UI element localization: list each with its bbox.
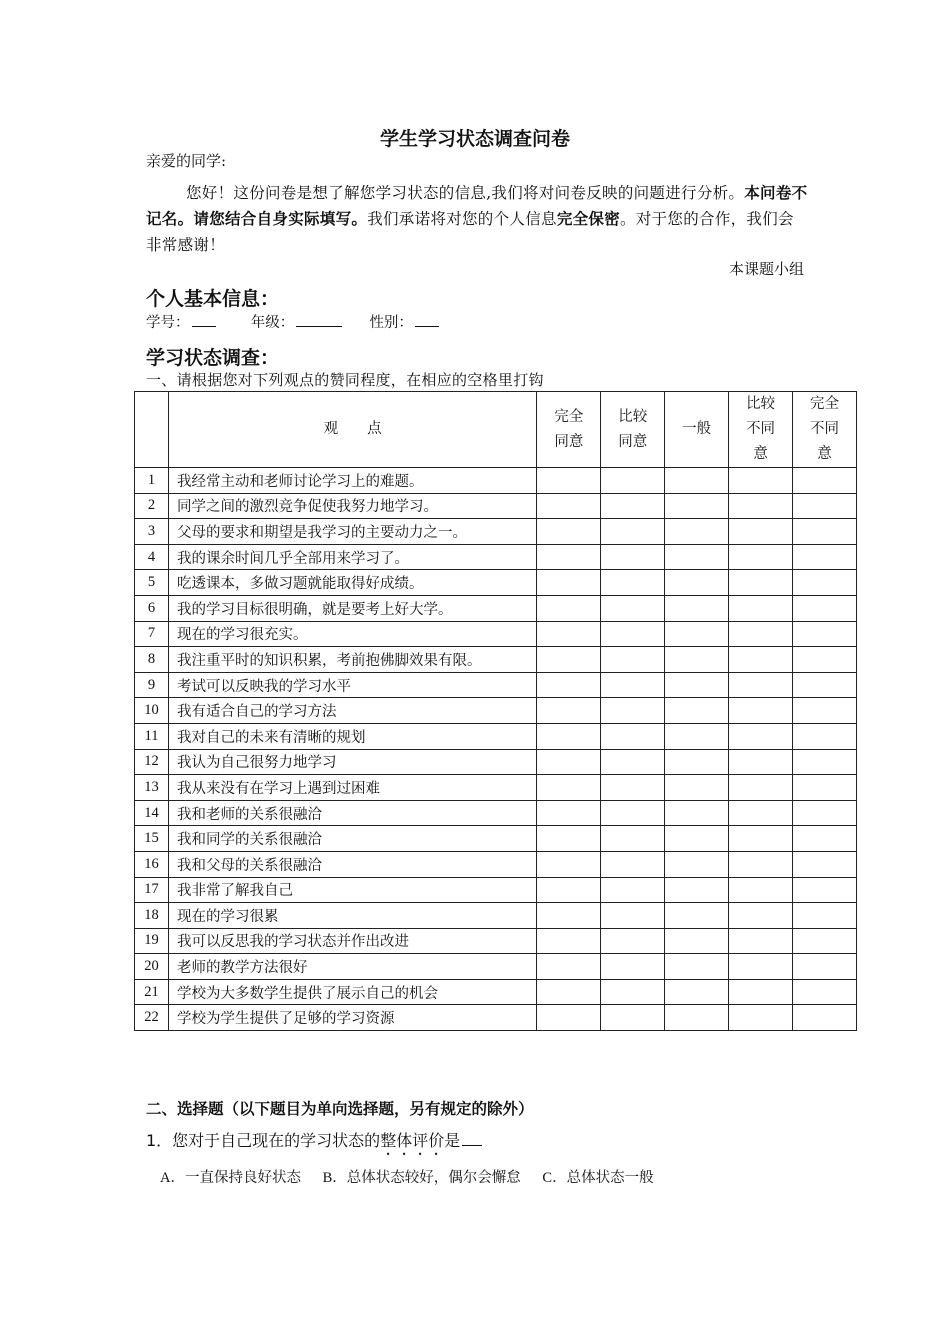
answer-cell[interactable] <box>665 468 729 494</box>
answer-cell[interactable] <box>665 570 729 596</box>
table-row <box>135 595 857 621</box>
answer-cell[interactable] <box>665 775 729 801</box>
answer-cell[interactable] <box>537 468 601 494</box>
table-header-row <box>135 392 857 468</box>
row-statement: 我可以反思我的学习状态并作出改进 <box>168 928 536 954</box>
signature: 本课题小组 <box>728 260 804 278</box>
row-number: 14 <box>135 800 169 826</box>
row-statement: 父母的要求和期望是我学习的主要动力之一。 <box>168 519 536 545</box>
answer-cell[interactable] <box>537 800 601 826</box>
answer-cell[interactable] <box>729 928 793 954</box>
answer-cell[interactable] <box>601 877 665 903</box>
answer-cell[interactable] <box>601 800 665 826</box>
row-number: 19 <box>135 928 169 954</box>
question-1 <box>146 1128 482 1159</box>
row-number: 20 <box>135 954 169 980</box>
answer-cell[interactable] <box>793 954 857 980</box>
row-number: 4 <box>135 544 169 570</box>
answer-cell[interactable] <box>793 595 857 621</box>
personal-info-heading: 个人基本信息： <box>146 288 280 310</box>
row-statement: 我认为自己很努力地学习 <box>168 749 536 775</box>
answer-cell[interactable] <box>601 903 665 929</box>
option-header-strongly-disagree <box>793 392 857 468</box>
question-1-emphasis: 整体评价 <box>380 1131 445 1150</box>
viewpoint-header: 观 点 <box>168 392 536 468</box>
page-title: 学生学习状态调查问卷 <box>379 128 570 150</box>
answer-cell[interactable] <box>793 749 857 775</box>
greeting: 亲爱的同学: <box>146 152 227 170</box>
header-line: 同意 <box>554 433 584 450</box>
answer-cell[interactable] <box>537 749 601 775</box>
answer-cell[interactable] <box>793 468 857 494</box>
table-row <box>135 800 857 826</box>
table-row <box>135 468 857 494</box>
row-number: 5 <box>135 570 169 596</box>
answer-cell[interactable] <box>793 723 857 749</box>
answer-cell[interactable] <box>793 493 857 519</box>
answer-cell[interactable] <box>793 800 857 826</box>
number-header <box>135 392 169 468</box>
answer-cell[interactable] <box>601 1005 665 1031</box>
table-row <box>135 493 857 519</box>
row-number: 1 <box>135 468 169 494</box>
answer-cell[interactable] <box>729 672 793 698</box>
answer-cell[interactable] <box>601 749 665 775</box>
intro-text-2: 我们承诺将对您的个人信息 <box>367 210 557 228</box>
answer-cell[interactable] <box>601 723 665 749</box>
answer-cell[interactable] <box>665 800 729 826</box>
student-id-blank[interactable] <box>192 312 216 327</box>
row-statement: 现在的学习很充实。 <box>168 621 536 647</box>
answer-cell[interactable] <box>601 570 665 596</box>
option-header-strongly-agree <box>537 392 601 468</box>
answer-cell[interactable] <box>729 775 793 801</box>
study-status-heading: 学习状态调查： <box>146 347 280 369</box>
option-c[interactable]: C．总体状态一般 <box>542 1170 654 1186</box>
answer-cell[interactable] <box>537 570 601 596</box>
answer-cell[interactable] <box>601 468 665 494</box>
intro-bold-anonymous: 本问卷不记名。请您结合自身实际填写。 <box>146 183 808 228</box>
answer-cell[interactable] <box>729 698 793 724</box>
answer-cell[interactable] <box>793 826 857 852</box>
row-statement: 我注重平时的知识积累，考前抱佛脚效果有限。 <box>168 647 536 673</box>
table-row <box>135 621 857 647</box>
answer-cell[interactable] <box>601 621 665 647</box>
row-number: 11 <box>135 723 169 749</box>
answer-cell[interactable] <box>665 954 729 980</box>
answer-cell[interactable] <box>665 493 729 519</box>
table-row <box>135 672 857 698</box>
answer-cell[interactable] <box>793 544 857 570</box>
answer-cell[interactable] <box>537 851 601 877</box>
row-statement: 我有适合自己的学习方法 <box>168 698 536 724</box>
option-b[interactable]: B．总体状态较好，偶尔会懈怠 <box>322 1170 521 1186</box>
answer-cell[interactable] <box>601 979 665 1005</box>
answer-cell[interactable] <box>665 903 729 929</box>
answer-cell[interactable] <box>665 621 729 647</box>
answer-cell[interactable] <box>729 468 793 494</box>
row-statement: 我从来没有在学习上遇到过困难 <box>168 775 536 801</box>
row-statement: 吃透课本，多做习题就能取得好成绩。 <box>168 570 536 596</box>
table-row <box>135 723 857 749</box>
row-number: 13 <box>135 775 169 801</box>
answer-cell[interactable] <box>665 979 729 1005</box>
intro-bold-confidential: 完全保密 <box>556 209 621 228</box>
row-statement: 我的学习目标很明确，就是要考上好大学。 <box>168 595 536 621</box>
table-row <box>135 954 857 980</box>
header-line: 意 <box>817 446 832 462</box>
row-statement: 我经常主动和老师讨论学习上的难题。 <box>168 468 536 494</box>
answer-cell[interactable] <box>537 775 601 801</box>
answer-cell[interactable] <box>601 519 665 545</box>
row-number: 2 <box>135 493 169 519</box>
answer-cell[interactable] <box>665 723 729 749</box>
answer-cell[interactable] <box>537 979 601 1005</box>
row-number: 22 <box>135 1005 169 1031</box>
question-1-answer-blank[interactable] <box>462 1129 482 1146</box>
answer-cell[interactable] <box>665 672 729 698</box>
option-header-agree <box>601 392 665 468</box>
answer-cell[interactable] <box>665 519 729 545</box>
answer-cell[interactable] <box>729 903 793 929</box>
header-line: 一般 <box>682 421 712 437</box>
row-number: 21 <box>135 979 169 1005</box>
table-row <box>135 826 857 852</box>
answer-cell[interactable] <box>537 928 601 954</box>
question-1-options <box>160 1166 672 1187</box>
intro-paragraph <box>146 180 808 258</box>
row-statement: 我对自己的未来有清晰的规划 <box>168 723 536 749</box>
answer-cell[interactable] <box>665 698 729 724</box>
answer-cell[interactable] <box>793 979 857 1005</box>
answer-cell[interactable] <box>601 544 665 570</box>
table-row <box>135 698 857 724</box>
gender-label: 性别： <box>369 315 413 331</box>
answer-cell[interactable] <box>793 647 857 673</box>
answer-cell[interactable] <box>537 621 601 647</box>
answer-cell[interactable] <box>729 979 793 1005</box>
answer-cell[interactable] <box>793 903 857 929</box>
answer-cell[interactable] <box>665 928 729 954</box>
header-line: 比较 <box>618 408 648 425</box>
answer-cell[interactable] <box>537 1005 601 1031</box>
answer-cell[interactable] <box>537 954 601 980</box>
answer-cell[interactable] <box>665 851 729 877</box>
student-id-label: 学号： <box>146 315 190 331</box>
answer-cell[interactable] <box>729 1005 793 1031</box>
gender-blank[interactable] <box>415 312 439 327</box>
table-row <box>135 851 857 877</box>
header-line: 不同 <box>810 421 839 437</box>
table-row <box>135 775 857 801</box>
header-line: 意 <box>753 446 768 462</box>
grade-label: 年级： <box>250 315 295 331</box>
row-statement: 考试可以反映我的学习水平 <box>168 672 536 698</box>
answer-cell[interactable] <box>537 877 601 903</box>
table-row <box>135 979 857 1005</box>
header-line: 同意 <box>618 433 648 450</box>
row-number: 9 <box>135 672 169 698</box>
question-1-suffix: 是 <box>444 1131 461 1150</box>
row-statement: 我和父母的关系很融洽 <box>168 851 536 877</box>
answer-cell[interactable] <box>537 519 601 545</box>
header-line: 比较 <box>746 396 776 412</box>
answer-cell[interactable] <box>793 672 857 698</box>
row-number: 8 <box>135 647 169 673</box>
answer-cell[interactable] <box>729 877 793 903</box>
answer-cell[interactable] <box>729 826 793 852</box>
answer-cell[interactable] <box>793 775 857 801</box>
answer-cell[interactable] <box>537 647 601 673</box>
grade-blank[interactable] <box>296 312 342 327</box>
intro-text-1: 您好！这份问卷是想了解您学习状态的信息,我们将对问卷反映的问题进行分析。 <box>186 184 745 202</box>
table-row <box>135 570 857 596</box>
answer-cell[interactable] <box>601 851 665 877</box>
answer-cell[interactable] <box>729 954 793 980</box>
row-statement: 我的课余时间几乎全部用来学习了。 <box>168 544 536 570</box>
answer-cell[interactable] <box>729 749 793 775</box>
survey-table <box>134 391 857 1031</box>
answer-cell[interactable] <box>729 595 793 621</box>
answer-cell[interactable] <box>537 903 601 929</box>
row-number: 6 <box>135 595 169 621</box>
table-row <box>135 1005 857 1031</box>
question-1-prefix: 1．您对于自己现在的学习状态的 <box>146 1131 381 1150</box>
answer-cell[interactable] <box>729 800 793 826</box>
table-row <box>135 749 857 775</box>
table-row <box>135 647 857 673</box>
answer-cell[interactable] <box>729 570 793 596</box>
option-header-disagree <box>729 392 793 468</box>
table-row <box>135 877 857 903</box>
answer-cell[interactable] <box>793 698 857 724</box>
answer-cell[interactable] <box>537 826 601 852</box>
answer-cell[interactable] <box>601 775 665 801</box>
answer-cell[interactable] <box>537 595 601 621</box>
answer-cell[interactable] <box>729 493 793 519</box>
row-number: 18 <box>135 903 169 929</box>
option-a[interactable]: A．一直保持良好状态 <box>160 1170 301 1186</box>
row-number: 3 <box>135 519 169 545</box>
row-statement: 我和老师的关系很融洽 <box>168 800 536 826</box>
answer-cell[interactable] <box>601 672 665 698</box>
answer-cell[interactable] <box>793 570 857 596</box>
answer-cell[interactable] <box>665 595 729 621</box>
answer-cell[interactable] <box>665 877 729 903</box>
intro-text-3: 。对于您的合作，我们会非常感谢！ <box>146 210 794 254</box>
answer-cell[interactable] <box>665 1005 729 1031</box>
answer-cell[interactable] <box>665 647 729 673</box>
table-row <box>135 544 857 570</box>
answer-cell[interactable] <box>793 928 857 954</box>
row-number: 7 <box>135 621 169 647</box>
answer-cell[interactable] <box>729 519 793 545</box>
answer-cell[interactable] <box>793 851 857 877</box>
option-header-neutral <box>665 392 729 468</box>
row-statement: 同学之间的激烈竞争促使我努力地学习。 <box>168 493 536 519</box>
answer-cell[interactable] <box>793 621 857 647</box>
header-line: 完全 <box>554 408 584 425</box>
answer-cell[interactable] <box>729 621 793 647</box>
part2-heading: 二、选择题（以下题目为单向选择题，另有规定的除外） <box>146 1100 534 1118</box>
answer-cell[interactable] <box>793 519 857 545</box>
answer-cell[interactable] <box>601 954 665 980</box>
row-statement: 我非常了解我自己 <box>168 877 536 903</box>
answer-cell[interactable] <box>537 544 601 570</box>
answer-cell[interactable] <box>665 749 729 775</box>
answer-cell[interactable] <box>729 544 793 570</box>
row-number: 16 <box>135 851 169 877</box>
row-statement: 学校为学生提供了足够的学习资源 <box>168 1005 536 1031</box>
answer-cell[interactable] <box>793 1005 857 1031</box>
header-line: 不同 <box>746 421 776 437</box>
personal-info-fields <box>146 311 439 332</box>
row-number: 17 <box>135 877 169 903</box>
answer-cell[interactable] <box>665 544 729 570</box>
row-statement: 我和同学的关系很融洽 <box>168 826 536 852</box>
table-row <box>135 928 857 954</box>
answer-cell[interactable] <box>729 723 793 749</box>
answer-cell[interactable] <box>601 493 665 519</box>
answer-cell[interactable] <box>601 595 665 621</box>
answer-cell[interactable] <box>537 672 601 698</box>
answer-cell[interactable] <box>665 826 729 852</box>
answer-cell[interactable] <box>537 723 601 749</box>
row-number: 12 <box>135 749 169 775</box>
answer-cell[interactable] <box>729 647 793 673</box>
answer-cell[interactable] <box>537 493 601 519</box>
table-row <box>135 519 857 545</box>
answer-cell[interactable] <box>601 928 665 954</box>
answer-cell[interactable] <box>601 698 665 724</box>
answer-cell[interactable] <box>729 851 793 877</box>
row-number: 10 <box>135 698 169 724</box>
table-row <box>135 903 857 929</box>
row-statement: 学校为大多数学生提供了展示自己的机会 <box>168 979 536 1005</box>
part1-instruction: 一、请根据您对下列观点的赞同程度，在相应的空格里打钩 <box>146 371 544 389</box>
answer-cell[interactable] <box>793 877 857 903</box>
row-statement: 现在的学习很累 <box>168 903 536 929</box>
answer-cell[interactable] <box>537 698 601 724</box>
answer-cell[interactable] <box>601 826 665 852</box>
row-statement: 老师的教学方法很好 <box>168 954 536 980</box>
answer-cell[interactable] <box>601 647 665 673</box>
header-line: 完全 <box>810 396 839 412</box>
row-number: 15 <box>135 826 169 852</box>
